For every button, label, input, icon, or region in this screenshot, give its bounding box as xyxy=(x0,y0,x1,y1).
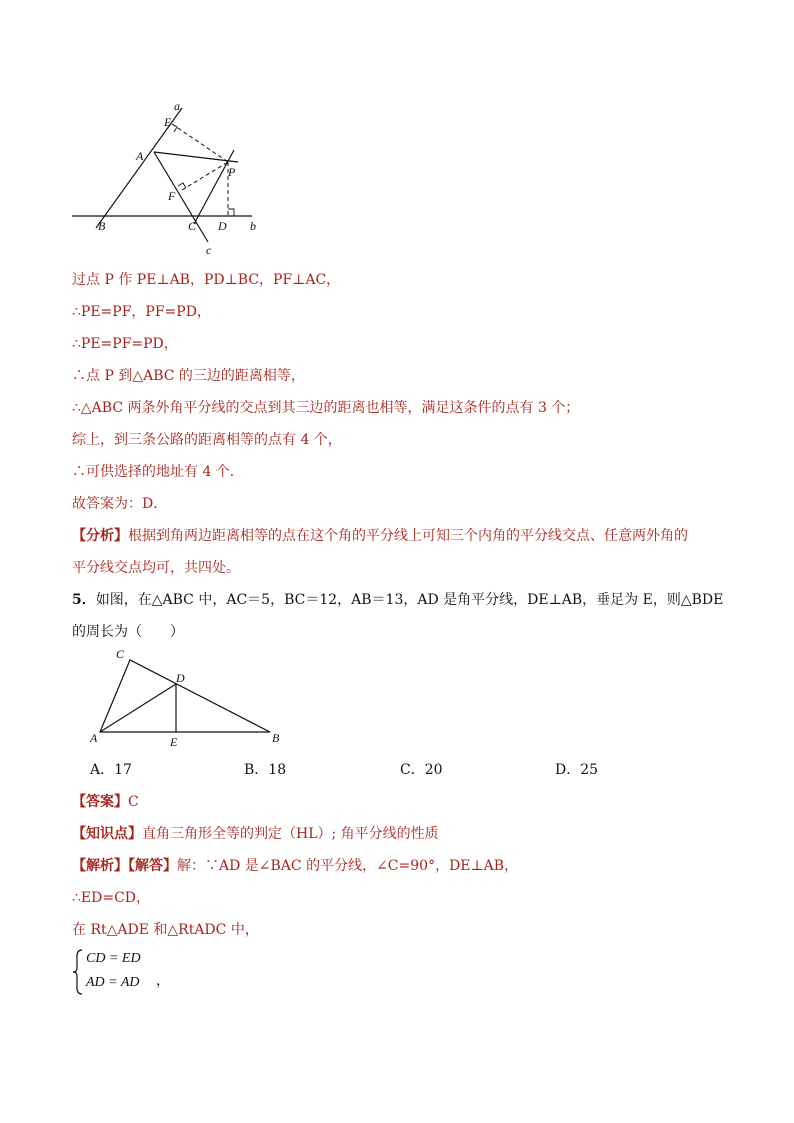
fig1-label-c: c xyxy=(206,243,212,257)
fig2-label-B: B xyxy=(272,731,280,745)
option-c: C．20 xyxy=(400,762,443,778)
question-text-1: 如图，在△ABC 中，AC＝5，BC＝12，AB＝13，AD 是角平分线，DE⊥AB，垂足为 E，则△BDE xyxy=(95,592,724,608)
solution-text: 解：∵AD 是∠BAC 的平分线，∠C=90°，DE⊥AB， xyxy=(177,858,519,874)
answer-tag: 【答案】 xyxy=(72,794,128,810)
knowledge-tag: 【知识点】 xyxy=(72,826,142,842)
solution-line-2: ∴PE=PF，PF=PD， xyxy=(72,304,211,320)
solution-line-6: 综上，到三条公路的距离相等的点有 4 个， xyxy=(72,432,342,448)
option-a: A．17 xyxy=(90,762,132,778)
figure-three-roads xyxy=(60,96,280,261)
question-line-2: 的周长为（ ） xyxy=(72,624,184,640)
fig1-label-A: A xyxy=(136,149,144,163)
analysis-line-1 xyxy=(72,526,688,546)
fig2-label-C: C xyxy=(116,647,125,661)
knowledge-text: 直角三角形全等的判定（HL）; 角平分线的性质 xyxy=(142,826,439,842)
fig1-label-P: P xyxy=(228,165,236,179)
analysis-text-1: 根据到角两边距离相等的点在这个角的平分线上可知三个内角的平分线交点、任意两外角的 xyxy=(128,528,688,544)
option-b: B．18 xyxy=(244,762,287,778)
figure-triangle-abc xyxy=(84,644,294,750)
equation-line-2: AD = AD xyxy=(86,975,140,990)
knowledge-line xyxy=(72,824,439,844)
fig1-label-D: D xyxy=(218,219,227,233)
solution-line-5: ∴△ABC 两条外角平分线的交点到其三边的距离也相等，满足这条件的点有 3 个； xyxy=(72,400,580,416)
solution-line-1: 过点 P 作 PE⊥AB，PD⊥BC，PF⊥AC， xyxy=(72,272,341,288)
fig1-label-C: C xyxy=(188,219,197,233)
equation-line-1: CD = ED xyxy=(86,951,141,966)
solution-line-7: ∴可供选择的地址有 4 个． xyxy=(72,464,244,480)
analysis-tag: 【分析】 xyxy=(72,528,128,544)
solution-line-ed-cd: ∴ED=CD， xyxy=(72,890,151,906)
option-d: D．25 xyxy=(555,762,599,778)
fig1-label-E: E xyxy=(164,115,172,129)
fig2-label-E: E xyxy=(170,735,178,749)
solution-line-3: ∴PE=PF=PD， xyxy=(72,336,178,352)
analysis-line-2: 平分线交点均可，共四处。 xyxy=(72,560,240,576)
solution-line xyxy=(72,856,518,876)
fig2-label-A: A xyxy=(90,731,98,745)
solution-tag: 【解析】【解答】 xyxy=(72,858,177,874)
answer-line xyxy=(72,792,139,812)
fig1-label-a: a xyxy=(174,99,180,113)
equation-comma: ， xyxy=(156,974,170,989)
solution-line-8: 故答案为：D． xyxy=(72,496,168,512)
solution-line-4: ∴点 P 到△ABC 的三边的距离相等， xyxy=(72,368,305,384)
fig1-label-b: b xyxy=(250,219,256,233)
question-number: 5． xyxy=(72,592,96,608)
fig2-label-D: D xyxy=(176,671,185,685)
fig1-label-F: F xyxy=(168,189,176,203)
fig1-label-B: B xyxy=(98,219,106,233)
solution-line-rt: 在 Rt△ADE 和△RtADC 中， xyxy=(72,922,259,938)
question-line-1 xyxy=(72,590,723,610)
answer-value: C xyxy=(128,794,139,810)
